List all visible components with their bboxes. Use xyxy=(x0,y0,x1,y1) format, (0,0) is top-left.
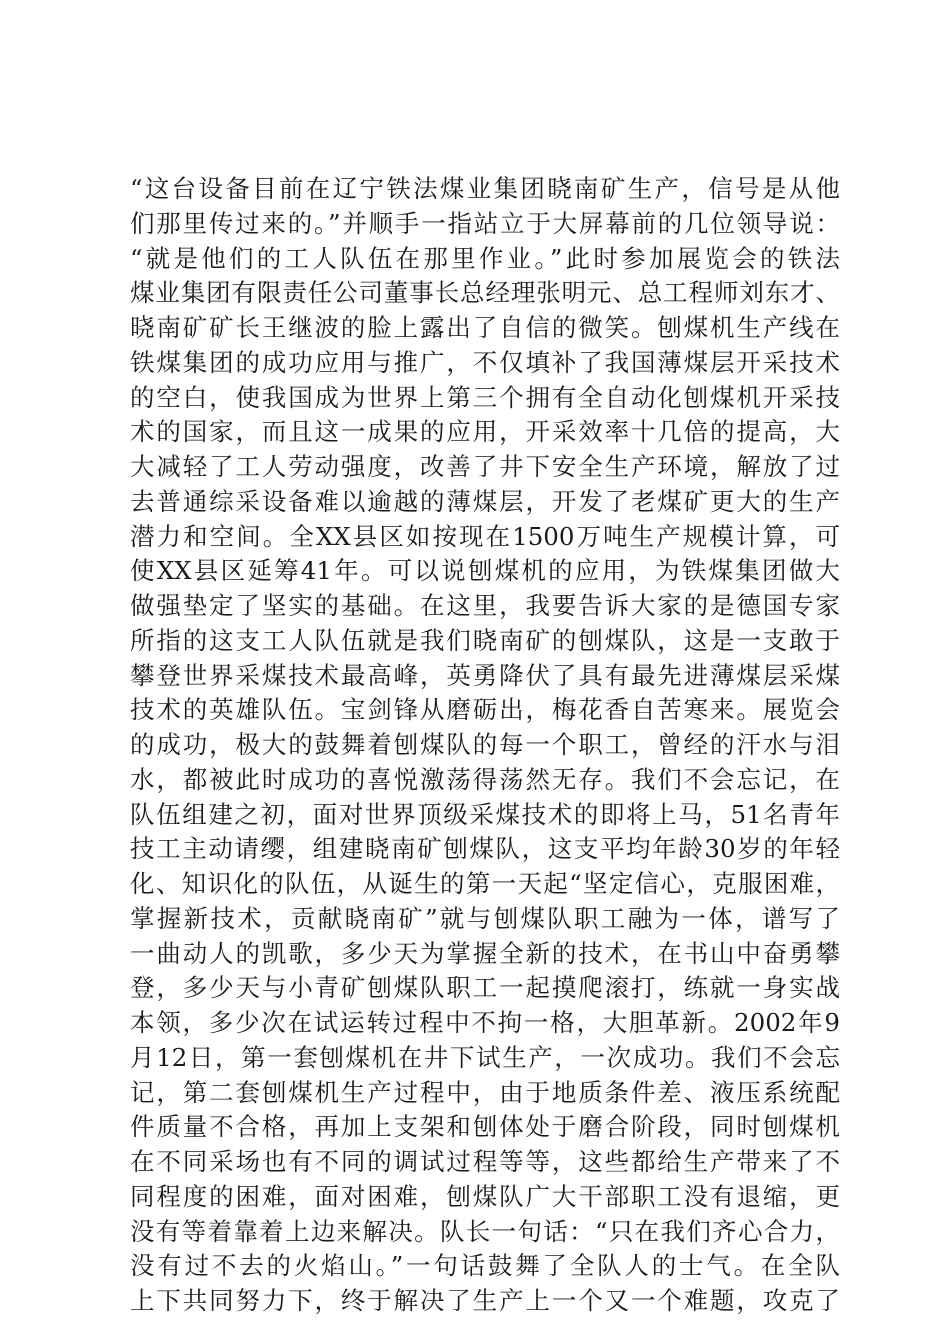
text-line: 掌握新技术，贡献晓南矿”就与刨煤队职工融为一体，谱写了 xyxy=(130,903,840,933)
text-line: 所指的这支工人队伍就是我们晓南矿的刨煤队，这是一支敢于 xyxy=(130,625,840,655)
text-line: 做强垫定了坚实的基础。在这里，我要告诉大家的是德国专家 xyxy=(130,591,840,620)
text-line: 技工主动请缨，组建晓南矿刨煤队，这支平均年龄30岁的年轻 xyxy=(130,834,840,864)
text-line: 大减轻了工人劳动强度，改善了井下安全生产环境，解放了过 xyxy=(130,452,840,481)
text-line: 技术的英雄队伍。宝剑锋从磨砺出，梅花香自苦寒来。展览会 xyxy=(130,695,840,725)
text-line: “就是他们的工人队伍在那里作业。”此时参加展览会的铁法 xyxy=(130,243,840,273)
text-line: “这台设备目前在辽宁铁法煤业集团晓南矿生产，信号是从他 xyxy=(130,174,840,203)
text-line: 件质量不合格，再加上支架和刨体处于磨合阶段，同时刨煤机 xyxy=(130,1112,840,1142)
text-line: 使XX县区延筹41年。可以说刨煤机的应用，为铁煤集团做大 xyxy=(130,556,840,586)
text-line: 攀登世界采煤技术最高峰，英勇降伏了具有最先进薄煤层采煤 xyxy=(130,660,840,690)
body-paragraph xyxy=(130,172,840,1319)
text-line: 本领，多少次在试运转过程中不拘一格，大胆革新。2002年9 xyxy=(130,1008,840,1037)
text-line: 没有等着靠着上边来解决。队长一句话：“只在我们齐心合力， xyxy=(130,1216,840,1246)
text-line: 潜力和空间。全XX县区如按现在1500万吨生产规模计算，可 xyxy=(130,521,840,551)
text-line: 晓南矿矿长王继波的脸上露出了自信的微笑。刨煤机生产线在 xyxy=(130,313,840,342)
text-line: 同程度的困难，面对困难，刨煤队广大干部职工没有退缩，更 xyxy=(130,1181,840,1211)
text-line: 一曲动人的凯歌，多少天为掌握全新的技术，在书山中奋勇攀 xyxy=(130,938,840,968)
text-line: 们那里传过来的。”并顺手一指站立于大屏幕前的几位领导说： xyxy=(130,208,840,238)
text-line: 术的国家，而且这一成果的应用，开采效率十几倍的提高，大 xyxy=(130,417,840,447)
text-line: 水，都被此时成功的喜悦激荡得荡然无存。我们不会忘记，在 xyxy=(130,764,840,794)
text-line: 没有过不去的火焰山。”一句话鼓舞了全队人的士气。在全队 xyxy=(130,1251,840,1281)
text-line: 在不同采场也有不同的调试过程等等，这些都给生产带来了不 xyxy=(130,1147,840,1176)
text-line: 铁煤集团的成功应用与推广，不仅填补了我国薄煤层开采技术 xyxy=(130,347,840,377)
text-line: 的成功，极大的鼓舞着刨煤队的每一个职工，曾经的汗水与泪 xyxy=(130,730,840,759)
text-line: 登，多少天与小青矿刨煤队职工一起摸爬滚打，练就一身实战 xyxy=(130,973,840,1003)
text-line: 的空白，使我国成为世界上第三个拥有全自动化刨煤机开采技 xyxy=(130,382,840,412)
text-line: 队伍组建之初，面对世界顶级采煤技术的即将上马，51名青年 xyxy=(130,799,840,829)
text-line: 记，第二套刨煤机生产过程中，由于地质条件差、液压系统配 xyxy=(130,1077,840,1107)
text-line: 月12日，第一套刨煤机在井下试生产，一次成功。我们不会忘 xyxy=(130,1042,840,1072)
text-line: 化、知识化的队伍，从诞生的第一天起“坚定信心，克服困难， xyxy=(130,869,840,898)
text-line: 煤业集团有限责任公司董事长总经理张明元、总工程师刘东才、 xyxy=(130,278,840,308)
text-line: 去普通综采设备难以逾越的薄煤层，开发了老煤矿更大的生产 xyxy=(130,486,840,516)
text-line: 上下共同努力下，终于解决了生产上一个又一个难题，攻克了 xyxy=(130,1286,840,1315)
